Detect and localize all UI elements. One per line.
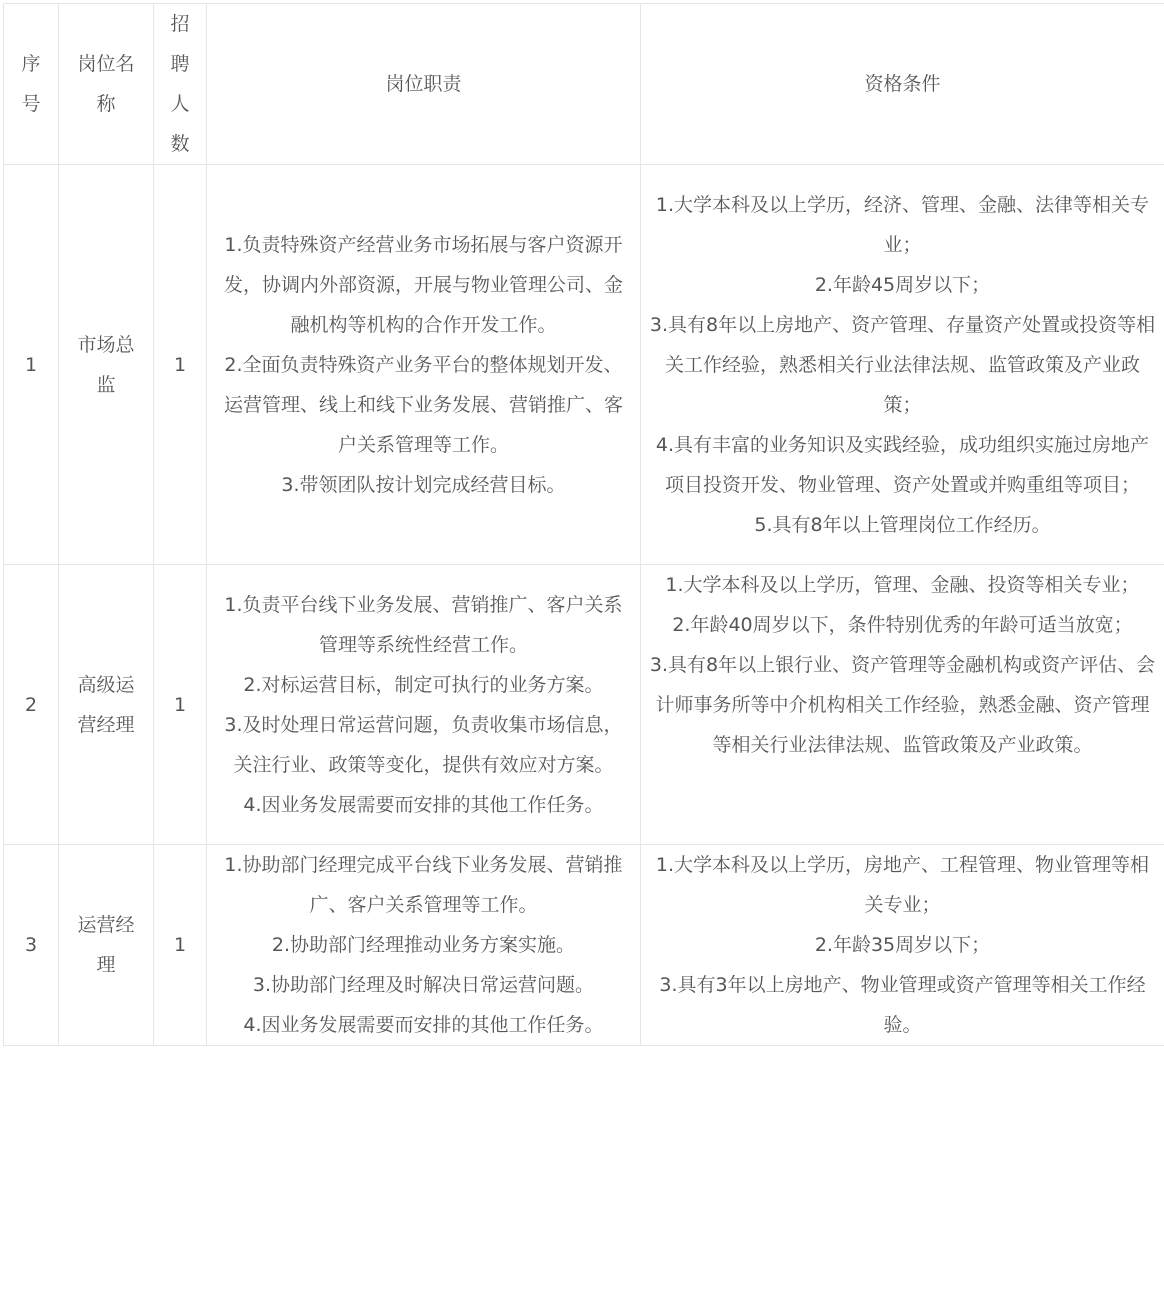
duty-item: 3.协助部门经理及时解决日常运营问题。 <box>252 974 595 996</box>
qual-item: 4.具有丰富的业务知识及实践经验，成功组织实施过房地产项目投资开发、物业管理、资产处置或并购重组等项目； <box>655 433 1150 496</box>
row-duties <box>207 165 641 565</box>
duty-item: 3.带领团队按计划完成经营目标。 <box>281 473 566 496</box>
qual-item: 1.大学本科及以上学历，经济、管理、金融、法律等相关专业； <box>655 193 1150 256</box>
duty-item: 4.因业务发展需要而安排的其他工作任务。 <box>243 793 604 816</box>
row-name: 运营经理 <box>59 845 154 1046</box>
header-duty: 岗位职责 <box>207 4 641 165</box>
row-name: 高级运营经理 <box>59 565 154 845</box>
row-quals <box>641 845 1164 1046</box>
row-count: 1 <box>154 845 207 1046</box>
qual-item: 5.具有8年以上管理岗位工作经历。 <box>754 513 1051 536</box>
row-count: 1 <box>154 165 207 565</box>
table-row <box>4 845 1164 1046</box>
qual-item: 3.具有8年以上房地产、资产管理、存量资产处置或投资等相关工作经验，熟悉相关行业法律法规、监管政策及产业政策； <box>649 313 1156 416</box>
duty-item: 2.全面负责特殊资产业务平台的整体规划开发、运营管理、线上和线下业务发展、营销推广、客户关系管理等工作。 <box>223 353 623 456</box>
header-qual: 资格条件 <box>641 4 1164 165</box>
job-table-container <box>3 3 1164 1046</box>
table-row <box>4 165 1164 565</box>
header-no: 序号 <box>4 4 59 165</box>
qual-item: 3.具有3年以上房地产、物业管理或资产管理等相关工作经验。 <box>659 974 1146 1036</box>
table-header-row <box>4 4 1164 165</box>
row-count: 1 <box>154 565 207 845</box>
table-row <box>4 565 1164 845</box>
duty-item: 2.对标运营目标，制定可执行的业务方案。 <box>243 673 604 696</box>
job-table <box>3 3 1164 1046</box>
duty-item: 1.负责平台线下业务发展、营销推广、客户关系管理等系统性经营工作。 <box>224 593 623 656</box>
duty-item: 1.负责特殊资产经营业务市场拓展与客户资源开发，协调内外部资源，开展与物业管理公司、金融机构等机构的合作开发工作。 <box>223 233 623 336</box>
qual-item: 3.具有8年以上银行业、资产管理等金融机构或资产评估、会计师事务所等中介机构相关工作经验，熟悉金融、资产管理等相关行业法律法规、监管政策及产业政策。 <box>649 654 1156 756</box>
row-duties <box>207 565 641 845</box>
qual-item: 2.年龄35周岁以下； <box>814 934 991 956</box>
row-quals <box>641 565 1164 845</box>
qual-item: 1.大学本科及以上学历，房地产、工程管理、物业管理等相关专业； <box>655 854 1150 916</box>
row-no: 1 <box>4 165 59 565</box>
duty-item: 3.及时处理日常运营问题，负责收集市场信息，关注行业、政策等变化，提供有效应对方案。 <box>224 713 623 776</box>
duty-item: 1.协助部门经理完成平台线下业务发展、营销推广、客户关系管理等工作。 <box>224 854 623 916</box>
row-no: 2 <box>4 565 59 845</box>
duty-item: 4.因业务发展需要而安排的其他工作任务。 <box>243 1014 604 1036</box>
row-no: 3 <box>4 845 59 1046</box>
qual-item: 2.年龄40周岁以下，条件特别优秀的年龄可适当放宽； <box>672 614 1133 636</box>
duty-item: 2.协助部门经理推动业务方案实施。 <box>271 934 576 956</box>
qual-item: 2.年龄45周岁以下； <box>814 273 991 296</box>
header-name: 岗位名称 <box>59 4 154 165</box>
header-count: 招聘人数 <box>154 4 207 165</box>
row-duties <box>207 845 641 1046</box>
row-quals <box>641 165 1164 565</box>
qual-item: 1.大学本科及以上学历，管理、金融、投资等相关专业； <box>665 574 1140 596</box>
row-name: 市场总监 <box>59 165 154 565</box>
